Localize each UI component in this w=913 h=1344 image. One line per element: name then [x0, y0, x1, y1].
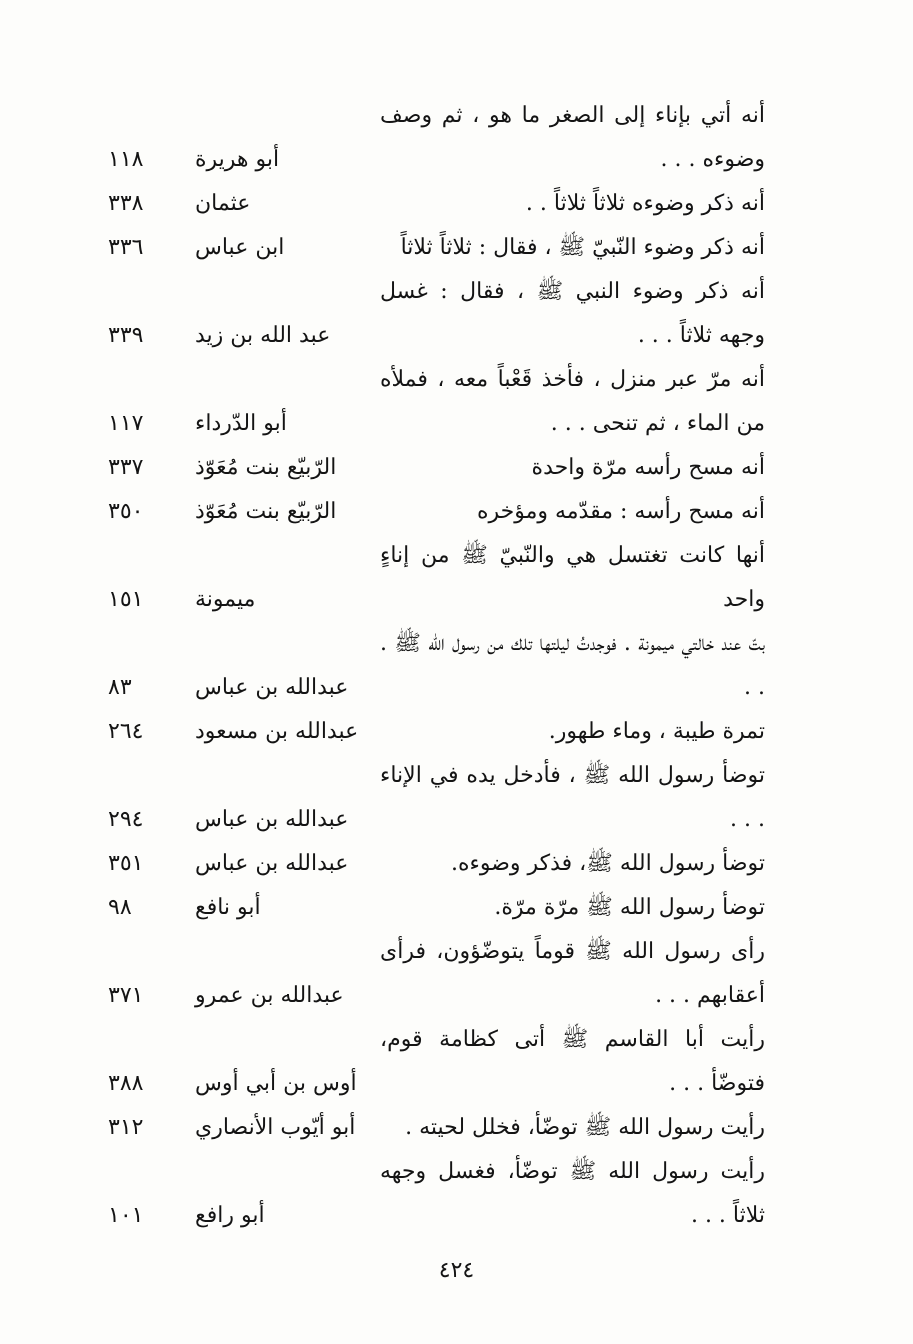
- narrator-name: ميمونة: [195, 587, 256, 612]
- narrator-name: عبدالله بن عباس: [195, 675, 349, 700]
- index-entry: [100, 358, 765, 446]
- page-reference: ٢٦٤: [108, 719, 144, 744]
- narrator-name: عبدالله بن مسعود: [195, 719, 359, 744]
- hadith-text: أنه مسح رأسه مرّة واحدة: [531, 455, 765, 480]
- narrator-name: عبد الله بن زيد: [195, 323, 331, 348]
- narrator-name: أبو هريرة: [195, 147, 280, 172]
- narrator-name: أبو الدّرداء: [195, 411, 287, 436]
- page-reference: ٣٥٠: [108, 499, 144, 524]
- page-reference: ٩٨: [108, 895, 132, 920]
- hadith-text: تمرة طيبة ، وماء طهور.: [548, 719, 765, 744]
- narrator-name: ابن عباس: [195, 235, 285, 260]
- page-reference: ١١٧: [108, 411, 144, 436]
- page-reference: ١١٨: [108, 147, 144, 172]
- page-reference: ٣٥١: [108, 851, 144, 876]
- index-entry: [100, 886, 765, 930]
- narrator-name: الرّبيّع بنت مُعَوّذ: [195, 499, 337, 524]
- index-entry: [100, 842, 765, 886]
- narrator-name: الرّبيّع بنت مُعَوّذ: [195, 455, 337, 480]
- page-number: ٤٢٤: [438, 1258, 475, 1283]
- index-entry: [100, 754, 765, 842]
- hadith-text: أنه مرّ عبر منزل ، فأخذ قَعْباً معه ، فملأه من الماء ، ثم تنحى . . .: [380, 367, 765, 436]
- hadith-text: توضأ رسول الله ﷺ مرّة مرّة.: [494, 895, 765, 920]
- narrator-name: أبو أيّوب الأنصاري: [195, 1115, 356, 1140]
- narrator-name: أوس بن أبي أوس: [195, 1071, 357, 1096]
- index-entry: [100, 1150, 765, 1238]
- page-reference: ٣٣٧: [108, 455, 144, 480]
- page-reference: ٣٨٨: [108, 1071, 144, 1096]
- index-entry: [100, 446, 765, 490]
- hadith-text: رأيت أبا القاسم ﷺ أتى كظامة قوم، فتوضّأ . . .: [380, 1027, 765, 1096]
- index-entry: [100, 270, 765, 358]
- hadith-text: أنه مسح رأسه : مقدّمه ومؤخره: [476, 499, 765, 524]
- narrator-name: عثمان: [195, 191, 251, 216]
- narrator-name: عبدالله بن عمرو: [195, 983, 344, 1008]
- narrator-name: أبو رافع: [195, 1203, 265, 1228]
- index-entry: [100, 710, 765, 754]
- index-entry: [100, 930, 765, 1018]
- narrator-name: أبو نافع: [195, 895, 261, 920]
- page-reference: ٣٣٨: [108, 191, 144, 216]
- hadith-text: أنه ذكر وضوءه ثلاثاً ثلاثاً . .: [525, 191, 765, 216]
- index-entry: [100, 622, 765, 710]
- hadith-text: أنها كانت تغتسل هي والنّبيّ ﷺ من إناءٍ واحد: [380, 543, 765, 612]
- hadith-text: توضأ رسول الله ﷺ ، فأدخل يده في الإناء . . .: [380, 763, 765, 832]
- hadith-text: أنه ذكر وضوء النّبيّ ﷺ ، فقال : ثلاثاً ثلاثاً: [400, 235, 765, 260]
- index-entry: [100, 182, 765, 226]
- narrator-name: عبدالله بن عباس: [195, 807, 349, 832]
- hadith-text: أنه ذكر وضوء النبي ﷺ ، فقال : غسل وجهه ثلاثاً . . .: [380, 279, 765, 348]
- page-reference: ٣١٢: [108, 1115, 144, 1140]
- index-entry: [100, 94, 765, 182]
- hadith-text: رأيت رسول الله ﷺ توضّأ، فخلل لحيته .: [405, 1115, 765, 1140]
- index-entry: [100, 534, 765, 622]
- index-entry: [100, 1018, 765, 1106]
- page-reference: ٣٧١: [108, 983, 144, 1008]
- hadith-text: رأيت رسول الله ﷺ توضّأ، فغسل وجهه ثلاثاً . . .: [380, 1159, 765, 1228]
- index-entry: [100, 1106, 765, 1150]
- hadith-text: توضأ رسول الله ﷺ، فذكر وضوءه.: [450, 851, 765, 876]
- hadith-text: بتّ عند خالتي ميمونة . فوجدتُ ليلتها تلك من رسول الله ﷺ . . .: [380, 631, 765, 700]
- page-reference: ٣٣٦: [108, 235, 144, 260]
- hadith-text: رأى رسول الله ﷺ قوماً يتوضّؤون، فرأى أعقابهم . . .: [380, 939, 765, 1008]
- page-reference: ١٥١: [108, 587, 144, 612]
- page-reference: ٣٣٩: [108, 323, 144, 348]
- narrator-name: عبدالله بن عباس: [195, 851, 349, 876]
- page-reference: ١٠١: [108, 1203, 144, 1228]
- index-entry: [100, 490, 765, 534]
- page-reference: ٢٩٤: [108, 807, 144, 832]
- page-reference: ٨٣: [108, 675, 132, 700]
- index-entry: [100, 226, 765, 270]
- hadith-text: أنه أتي بإناء إلى الصغر ما هو ، ثم وصف وضوءه . . .: [380, 103, 765, 172]
